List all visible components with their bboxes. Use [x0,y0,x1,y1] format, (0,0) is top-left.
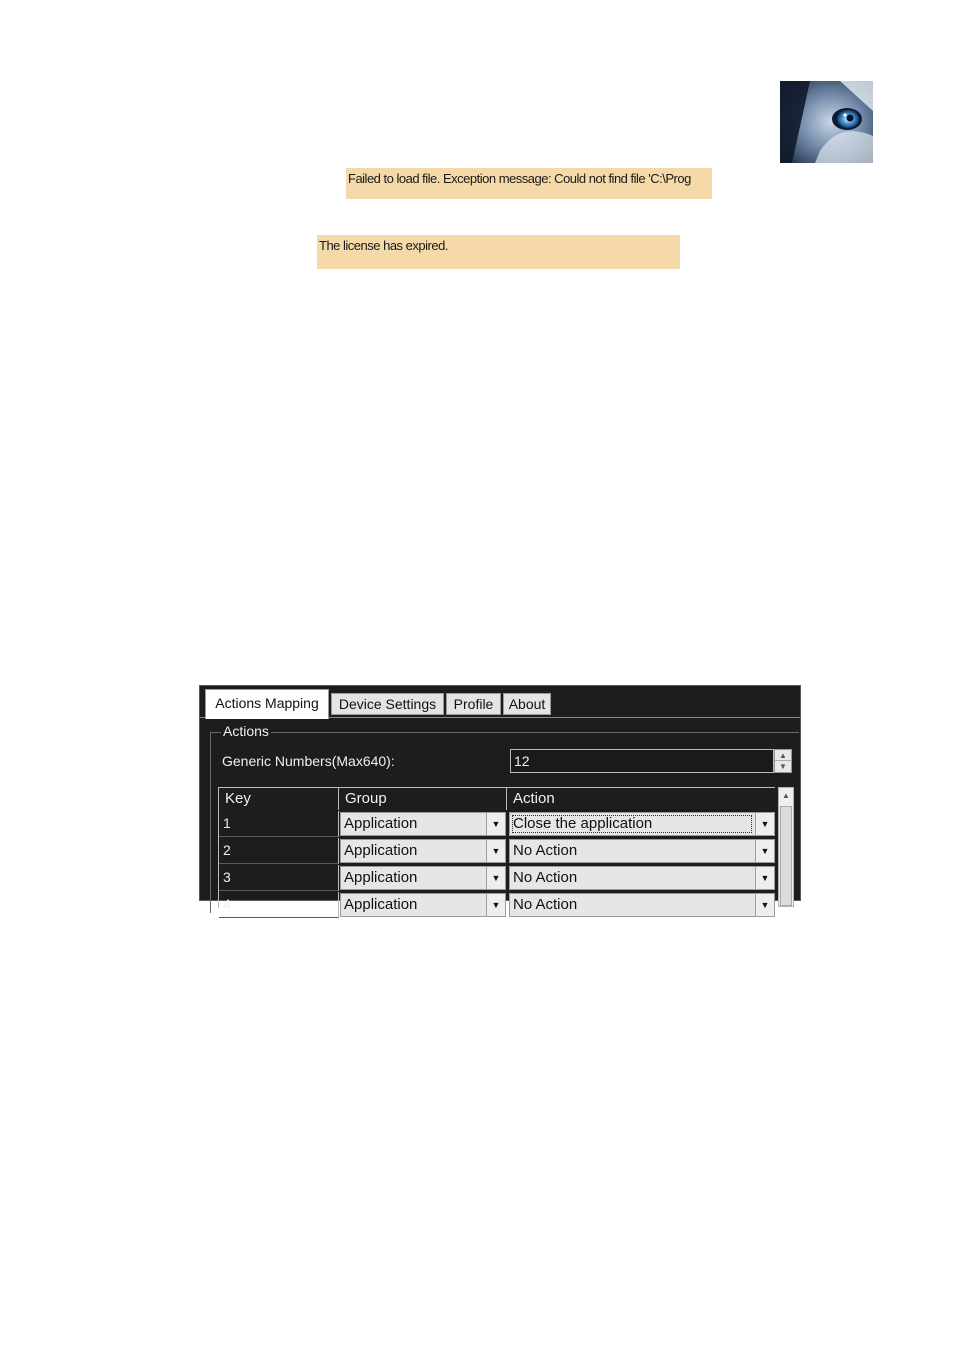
dropdown-arrow-icon[interactable]: ▼ [486,867,505,889]
group-dropdown[interactable] [340,866,506,890]
tab-bar [200,686,800,718]
actions-mapping-window [199,685,801,913]
dropdown-arrow-icon[interactable]: ▼ [486,894,505,916]
dropdown-arrow-icon[interactable]: ▼ [755,867,774,889]
table-row [219,865,775,891]
action-dropdown-value: No Action [513,842,578,859]
group-dropdown[interactable] [340,812,506,836]
group-dropdown-value: Application [344,896,418,913]
table-row [219,838,775,864]
generic-numbers-input[interactable]: 12 [510,749,774,773]
tab-profile[interactable]: Profile [446,693,501,715]
dropdown-arrow-icon[interactable]: ▼ [755,813,774,835]
action-dropdown-value: No Action [513,869,578,886]
dropdown-arrow-icon[interactable]: ▼ [755,840,774,862]
spin-up-arrow-icon[interactable]: ▲ [775,750,791,761]
action-dropdown[interactable] [509,866,775,890]
key-cell: 2 [219,838,339,864]
key-cell: 3 [219,865,339,891]
scrollbar-thumb[interactable] [780,806,792,906]
scroll-up-arrow-icon[interactable]: ▲ [782,791,790,800]
group-dropdown[interactable] [340,839,506,863]
action-dropdown[interactable] [509,812,775,836]
action-dropdown-value: No Action [513,896,578,913]
tab-device-settings[interactable]: Device Settings [331,693,444,715]
actions-group-legend: Actions [223,723,269,739]
generic-numbers-spinner[interactable] [774,749,792,773]
dropdown-arrow-icon[interactable]: ▼ [755,894,774,916]
grid-vertical-scrollbar[interactable] [778,787,794,907]
dropdown-arrow-icon[interactable]: ▼ [486,813,505,835]
column-header-key[interactable]: Key [219,788,339,810]
tab-actions-mapping[interactable]: Actions Mapping [205,689,329,719]
key-cell: 4 [219,892,339,918]
group-dropdown-value: Application [344,842,418,859]
generic-numbers-label: Generic Numbers(Max640): [222,753,395,769]
key-cell: 1 [219,811,339,837]
column-header-group[interactable]: Group [339,788,507,810]
dropdown-arrow-icon[interactable]: ▼ [486,840,505,862]
action-dropdown[interactable] [509,893,775,917]
license-expired-banner: The license has expired. [317,235,680,269]
spin-down-arrow-icon[interactable]: ▼ [779,762,787,771]
action-dropdown-value: Close the application [513,815,653,832]
actions-grid [218,787,775,913]
error-banner: Failed to load file. Exception message: Could not find file 'C:\Prog [346,168,712,199]
wolf-eye-logo [780,81,873,163]
table-row [219,892,775,918]
tab-about[interactable]: About [503,693,551,715]
column-header-action[interactable]: Action [507,788,775,810]
action-dropdown[interactable] [509,839,775,863]
table-row [219,811,775,837]
group-dropdown-value: Application [344,869,418,886]
wolf-eye-icon [780,81,873,163]
group-dropdown[interactable] [340,893,506,917]
group-dropdown-value: Application [344,815,418,832]
